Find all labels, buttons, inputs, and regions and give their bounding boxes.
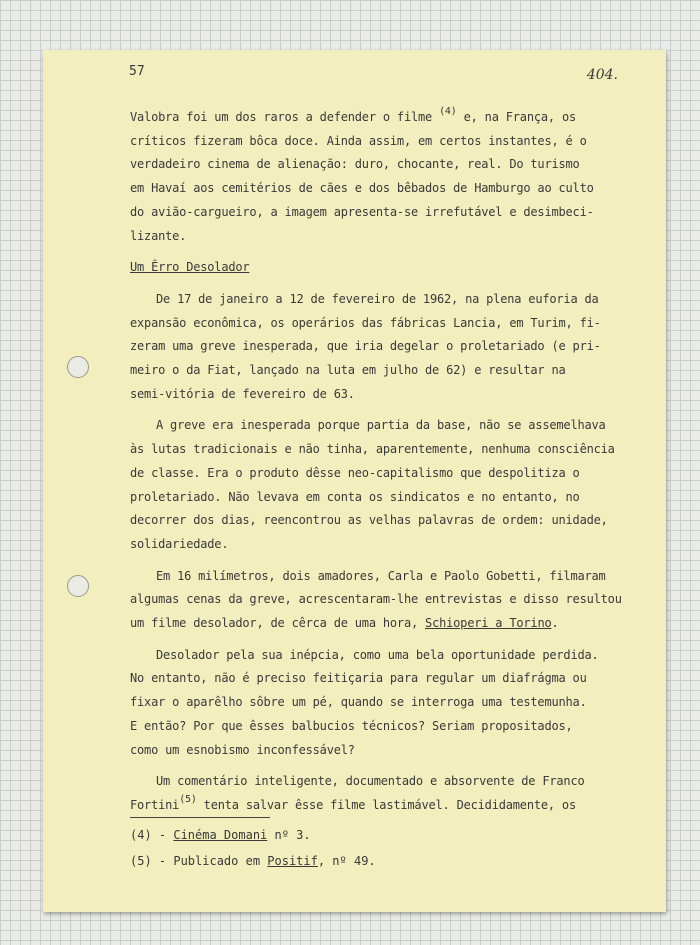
text-line: zeram uma greve inesperada, que iria degelar o proletariado (e pri- [130,339,601,354]
text-line: decorrer dos dias, reencontrou as velhas palavras de ordem: unidade, [130,513,608,528]
film-title: Schioperi a Torino [425,616,552,631]
page-number: 57 [129,64,145,79]
footnote-ref: (5) [179,793,197,805]
text-line: do avião-cargueiro, a imagem apresenta-se irrefutável e desimbeci- [130,204,594,219]
text-line: meiro o da Fiat, lançado na luta em julho de 62) e resultar na [130,363,566,378]
text-line: Valobra foi um dos raros a defender o filme $^{(4)}$ e, na França, os [130,106,576,124]
footnote-divider [130,817,270,818]
text-line: Em 16 milímetros, dois amadores, Carla e Paolo Gobetti, filmaram [156,568,606,583]
text-line: No entanto, não é preciso feitiçaria para regular um diafrágma ou [130,671,587,686]
text-line: E então? Por que êsses balbucios técnicos? Seriam propositados, [130,718,573,733]
text-line: proletariado. Não levava em conta os sindicatos e no entanto, no [130,489,580,504]
paragraph-5 [130,644,630,763]
footnote: (5) - Publicado em Positif, nº 49. [130,854,376,868]
text-line: lizante. [130,228,187,243]
text-line: um filme desolador, de cêrca de uma hora, Schioperi a Torino. [130,616,559,631]
publication-title: Positif [267,854,318,868]
paragraph-1 [130,106,630,248]
text-line: fixar o aparêlho sôbre um pé, quando se interroga uma testemunha. [130,695,587,710]
text-line: expansão econômica, os operários das fábricas Lancia, em Turim, fi- [130,315,601,330]
text-line: algumas cenas da greve, acrescentaram-lhe entrevistas e disso resultou [130,592,622,607]
punch-hole [67,356,89,378]
text-line: em Havaí aos cemitérios de cães e dos bêbados de Hamburgo ao culto [130,181,594,196]
document-body [130,106,630,826]
text-line: Um comentário inteligente, documentado e absorvente de Franco [156,774,585,789]
typewritten-page [43,50,666,912]
publication-title: Cinéma Domani [173,828,268,842]
text-line: Desolador pela sua inépcia, como uma bela oportunidade perdida. [156,647,599,662]
punch-hole [67,575,89,597]
footnote-ref: (4) [439,106,457,117]
text-line: A greve era inesperada porque partia da base, não se assemelhava [156,418,606,433]
text-line: solidariedade. [130,536,229,551]
catalog-number: 404. [586,67,618,83]
footnote: (4) - Cinéma Domani nº 3. [130,828,311,842]
paragraph-6 [130,770,630,817]
paragraph-4 [130,565,630,636]
text-line: críticos fizeram bôca doce. Ainda assim, em certos instantes, é o [130,133,587,148]
paragraph-2 [130,288,630,407]
text-line: semi-vitória de fevereiro de 63. [130,386,355,401]
section-heading: Um Êrro Desolador [130,260,250,275]
text-line: De 17 de janeiro a 12 de fevereiro de 1962, na plena euforia da [156,291,599,306]
text-line: às lutas tradicionais e não tinha, aparentemente, nenhuma consciência [130,442,615,457]
footnotes [130,822,376,874]
text-line: como um esnobismo inconfessável? [130,742,355,757]
paragraph-3 [130,414,630,556]
text-line: Fortini$^{(5)}$ tenta salvar êsse filme lastimável. Decididamente, os [130,793,576,812]
text-line: verdadeiro cinema de alienação: duro, chocante, real. Do turismo [130,157,580,172]
text-line: de classe. Era o produto dêsse neo-capitalismo que despolitiza o [130,465,580,480]
